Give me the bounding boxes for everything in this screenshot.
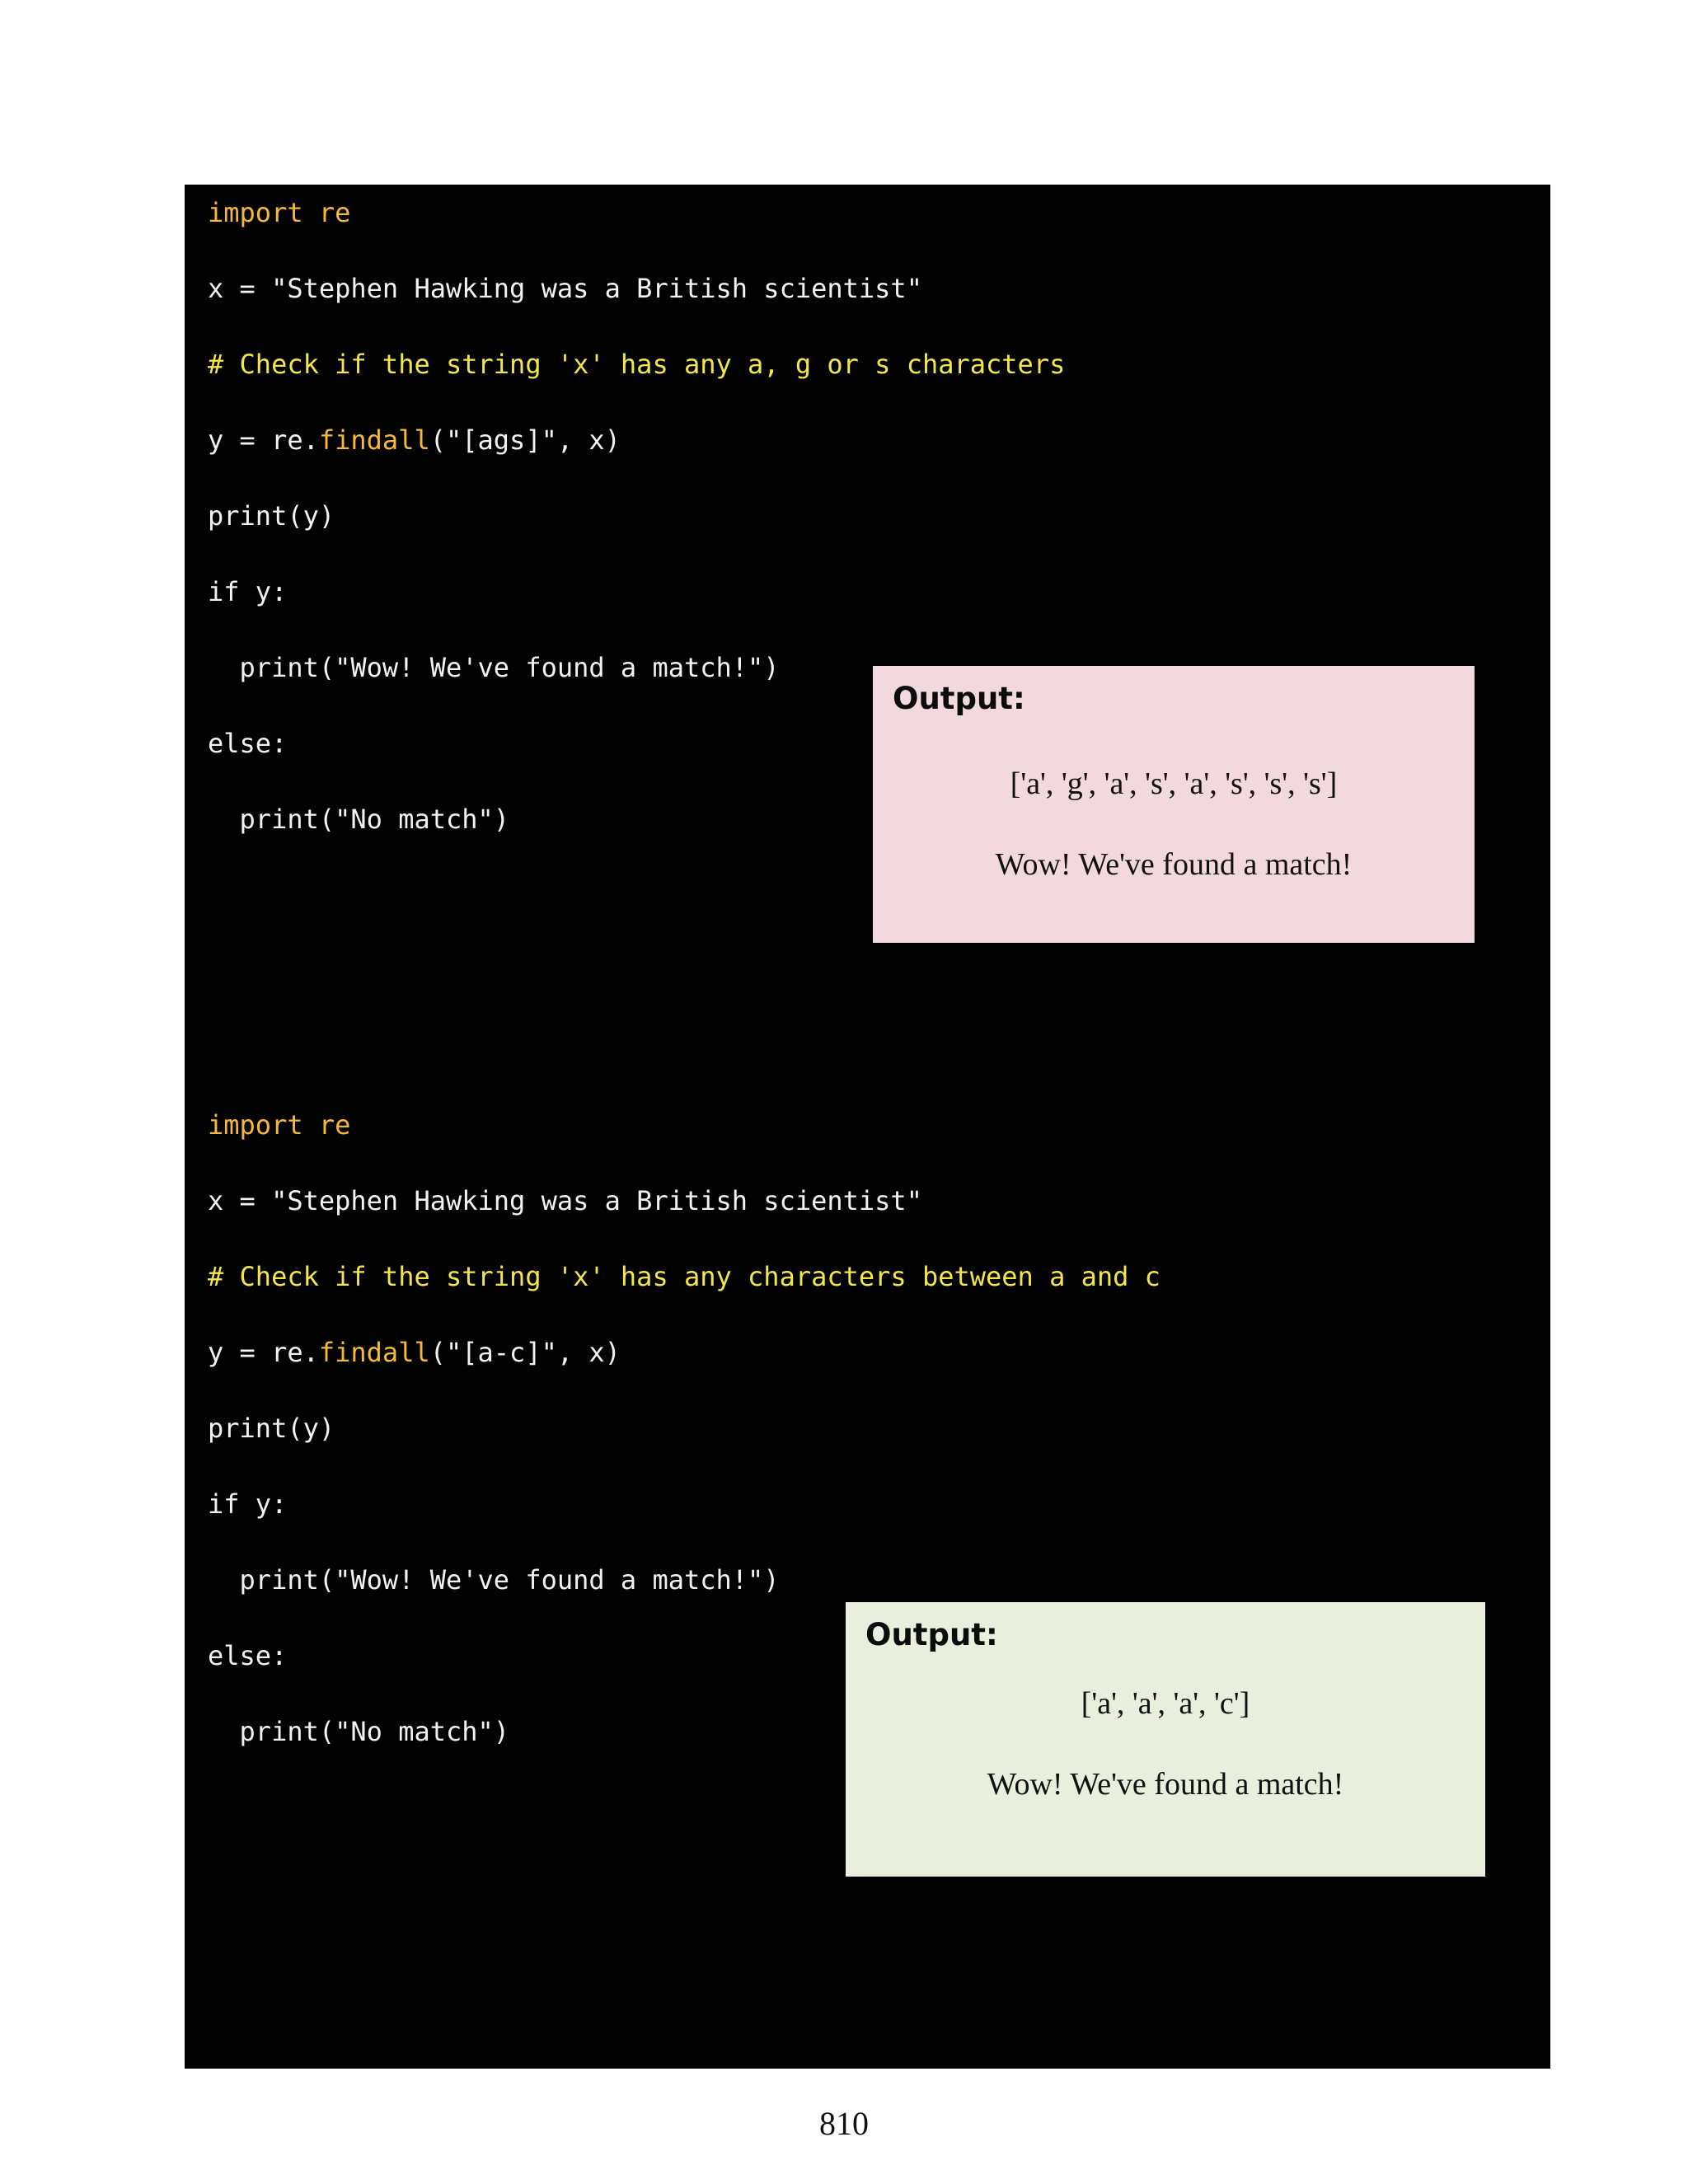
code-line-assign: x = "Stephen Hawking was a British scientist" [208, 1185, 922, 1216]
code-line-print-found: print("Wow! We've found a match!") [208, 652, 780, 683]
code-line-import: import re [208, 197, 351, 228]
output-result: ['a', 'a', 'a', 'c'] [1081, 1686, 1250, 1721]
code-token-findall-fn: findall [318, 424, 430, 456]
code-line-assign: x = "Stephen Hawking was a British scientist" [208, 273, 922, 304]
code-line-findall [208, 424, 621, 457]
code-line-comment: # Check if the string 'x' has any characters between a and c [208, 1261, 1160, 1292]
code-line-print-y: print(y) [208, 1413, 335, 1444]
code-line-findall [208, 1336, 621, 1369]
code-line-if: if y: [208, 576, 288, 607]
code-token-findall-suffix: ("[ags]", x) [429, 424, 621, 456]
output-message: Wow! We've found a match! [987, 1767, 1344, 1802]
output-message: Wow! We've found a match! [995, 847, 1353, 882]
code-line-comment: # Check if the string 'x' has any a, g or s characters [208, 349, 1066, 380]
output-box-1 [873, 666, 1475, 943]
output-heading: Output: [893, 681, 1025, 716]
code-token-findall-fn: findall [318, 1337, 430, 1368]
code-token-findall-prefix: y = re. [208, 424, 319, 456]
code-line-print-nomatch: print("No match") [208, 1716, 510, 1747]
code-line-import: import re [208, 1109, 351, 1141]
code-line-print-y: print(y) [208, 500, 335, 532]
code-token-findall-suffix: ("[a-c]", x) [429, 1337, 621, 1368]
code-line-else: else: [208, 1640, 288, 1671]
output-heading: Output: [865, 1617, 998, 1652]
code-line-if: if y: [208, 1488, 288, 1520]
output-box-2 [846, 1602, 1485, 1877]
output-result: ['a', 'g', 'a', 's', 'a', 's', 's', 's'] [1010, 766, 1338, 801]
code-line-print-nomatch: print("No match") [208, 804, 510, 835]
code-line-print-found: print("Wow! We've found a match!") [208, 1564, 780, 1596]
page-number: 810 [819, 2105, 869, 2142]
code-line-else: else: [208, 728, 288, 759]
code-token-findall-prefix: y = re. [208, 1337, 319, 1368]
